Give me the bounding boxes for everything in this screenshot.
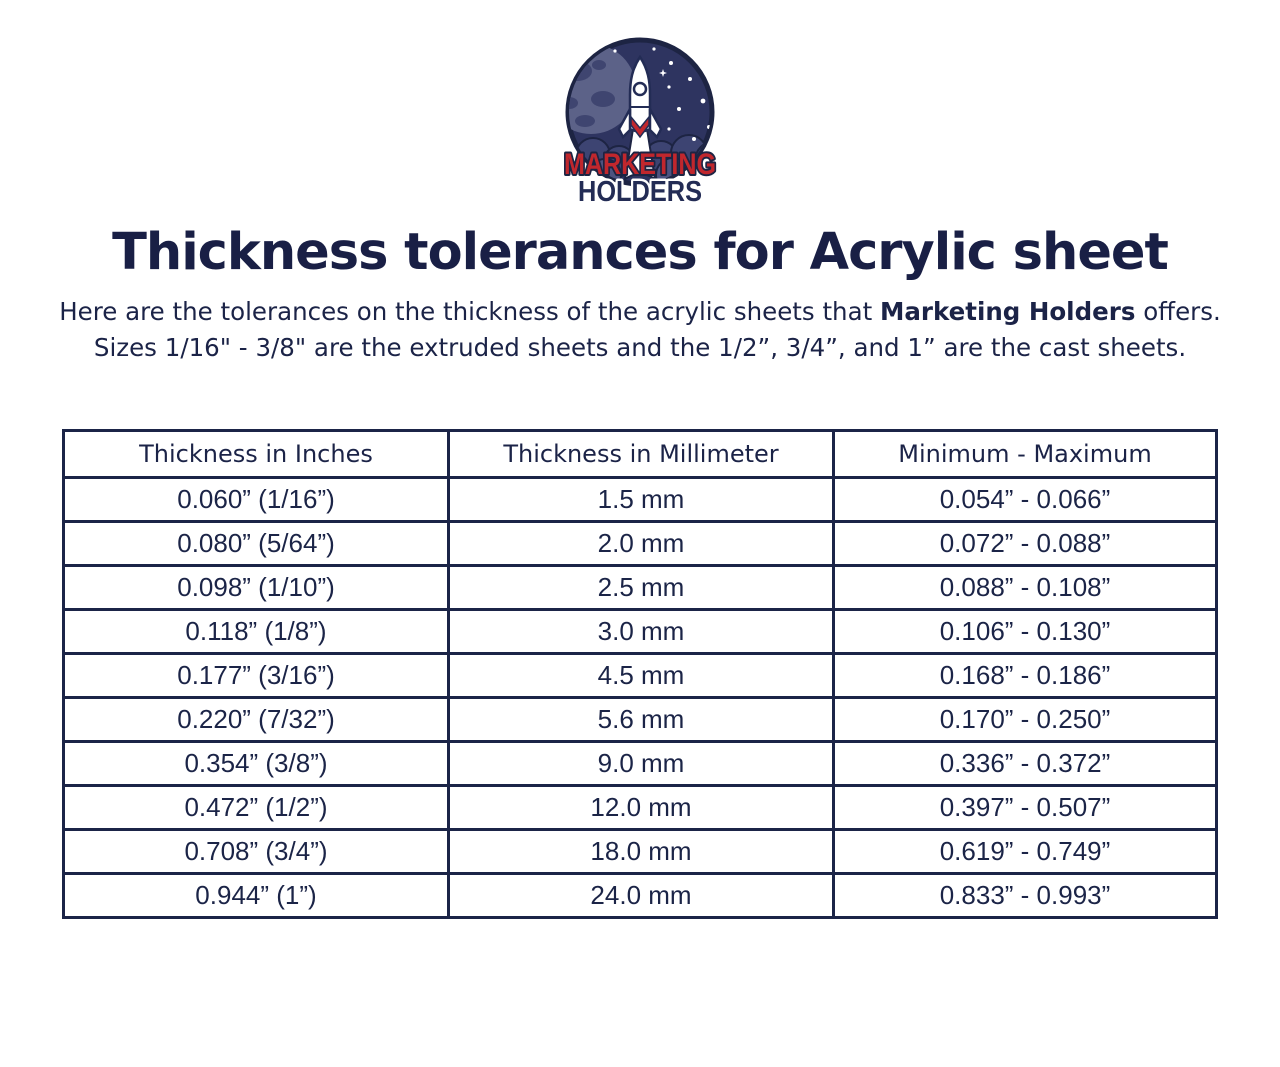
table-row: [65, 652, 1215, 696]
table-row: [65, 520, 1215, 564]
subtitle-line-2: Sizes 1/16" - 3/8" are the extruded sheets and the 1/2”, 3/4”, and 1” are the cast sheets.: [93, 333, 1187, 362]
logo-container: [0, 0, 1280, 205]
cell-inches: 0.080” (5/64”): [65, 523, 450, 564]
subtitle-brand: Marketing Holders: [879, 297, 1136, 326]
cell-mm: 2.0 mm: [450, 523, 835, 564]
table-row: [65, 476, 1215, 520]
table-row: [65, 828, 1215, 872]
marketing-holders-logo-icon: [551, 33, 729, 205]
cell-min-max: 0.170” - 0.250”: [939, 704, 1111, 734]
cell-inches: 0.098” (1/10”): [65, 567, 450, 608]
header-thickness-mm: Thickness in Millimeter: [450, 432, 835, 476]
cell-inches: 0.944” (1”): [65, 875, 450, 916]
cell-mm: 9.0 mm: [450, 743, 835, 784]
cell-min-max: 0.397” - 0.507”: [939, 792, 1111, 822]
tolerance-table: [62, 429, 1218, 919]
cell-mm: 12.0 mm: [450, 787, 835, 828]
subtitle: [45, 294, 1235, 366]
cell-min-max: 0.106” - 0.130”: [939, 616, 1111, 646]
cell-mm: 3.0 mm: [450, 611, 835, 652]
table-header-row: [65, 432, 1215, 476]
cell-min-max: 0.833” - 0.993”: [939, 880, 1111, 910]
cell-inches: 0.177” (3/16”): [65, 655, 450, 696]
subtitle-line1-prefix: Here are the tolerances on the thickness of the acrylic sheets that: [59, 297, 880, 326]
table-row: [65, 740, 1215, 784]
cell-min-max: 0.336” - 0.372”: [939, 748, 1111, 778]
page-title: Thickness tolerances for Acrylic sheet: [112, 223, 1168, 282]
table-row: [65, 872, 1215, 916]
subtitle-line1-suffix: offers.: [1135, 297, 1221, 326]
cell-mm: 2.5 mm: [450, 567, 835, 608]
table-row: [65, 608, 1215, 652]
cell-inches: 0.060” (1/16”): [65, 479, 450, 520]
header-thickness-inches: Thickness in Inches: [65, 432, 450, 476]
cell-mm: 5.6 mm: [450, 699, 835, 740]
cell-inches: 0.472” (1/2”): [65, 787, 450, 828]
cell-mm: 4.5 mm: [450, 655, 835, 696]
logo-word-marketing: MARKETING: [564, 148, 716, 181]
table-row: [65, 784, 1215, 828]
cell-min-max: 0.054” - 0.066”: [939, 484, 1111, 514]
cell-mm: 1.5 mm: [450, 479, 835, 520]
logo-word-holders: HOLDERS: [578, 176, 702, 205]
cell-min-max: 0.619” - 0.749”: [939, 836, 1111, 866]
cell-inches: 0.118” (1/8”): [65, 611, 450, 652]
header-min-max: Minimum - Maximum: [898, 440, 1152, 468]
table-row: [65, 564, 1215, 608]
table-row: [65, 696, 1215, 740]
cell-inches: 0.220” (7/32”): [65, 699, 450, 740]
subtitle-line-1: [45, 294, 1235, 330]
cell-min-max: 0.168” - 0.186”: [939, 660, 1111, 690]
cell-mm: 24.0 mm: [450, 875, 835, 916]
cell-min-max: 0.072” - 0.088”: [939, 528, 1111, 558]
cell-inches: 0.354” (3/8”): [65, 743, 450, 784]
cell-inches: 0.708” (3/4”): [65, 831, 450, 872]
cell-mm: 18.0 mm: [450, 831, 835, 872]
cell-min-max: 0.088” - 0.108”: [939, 572, 1111, 602]
